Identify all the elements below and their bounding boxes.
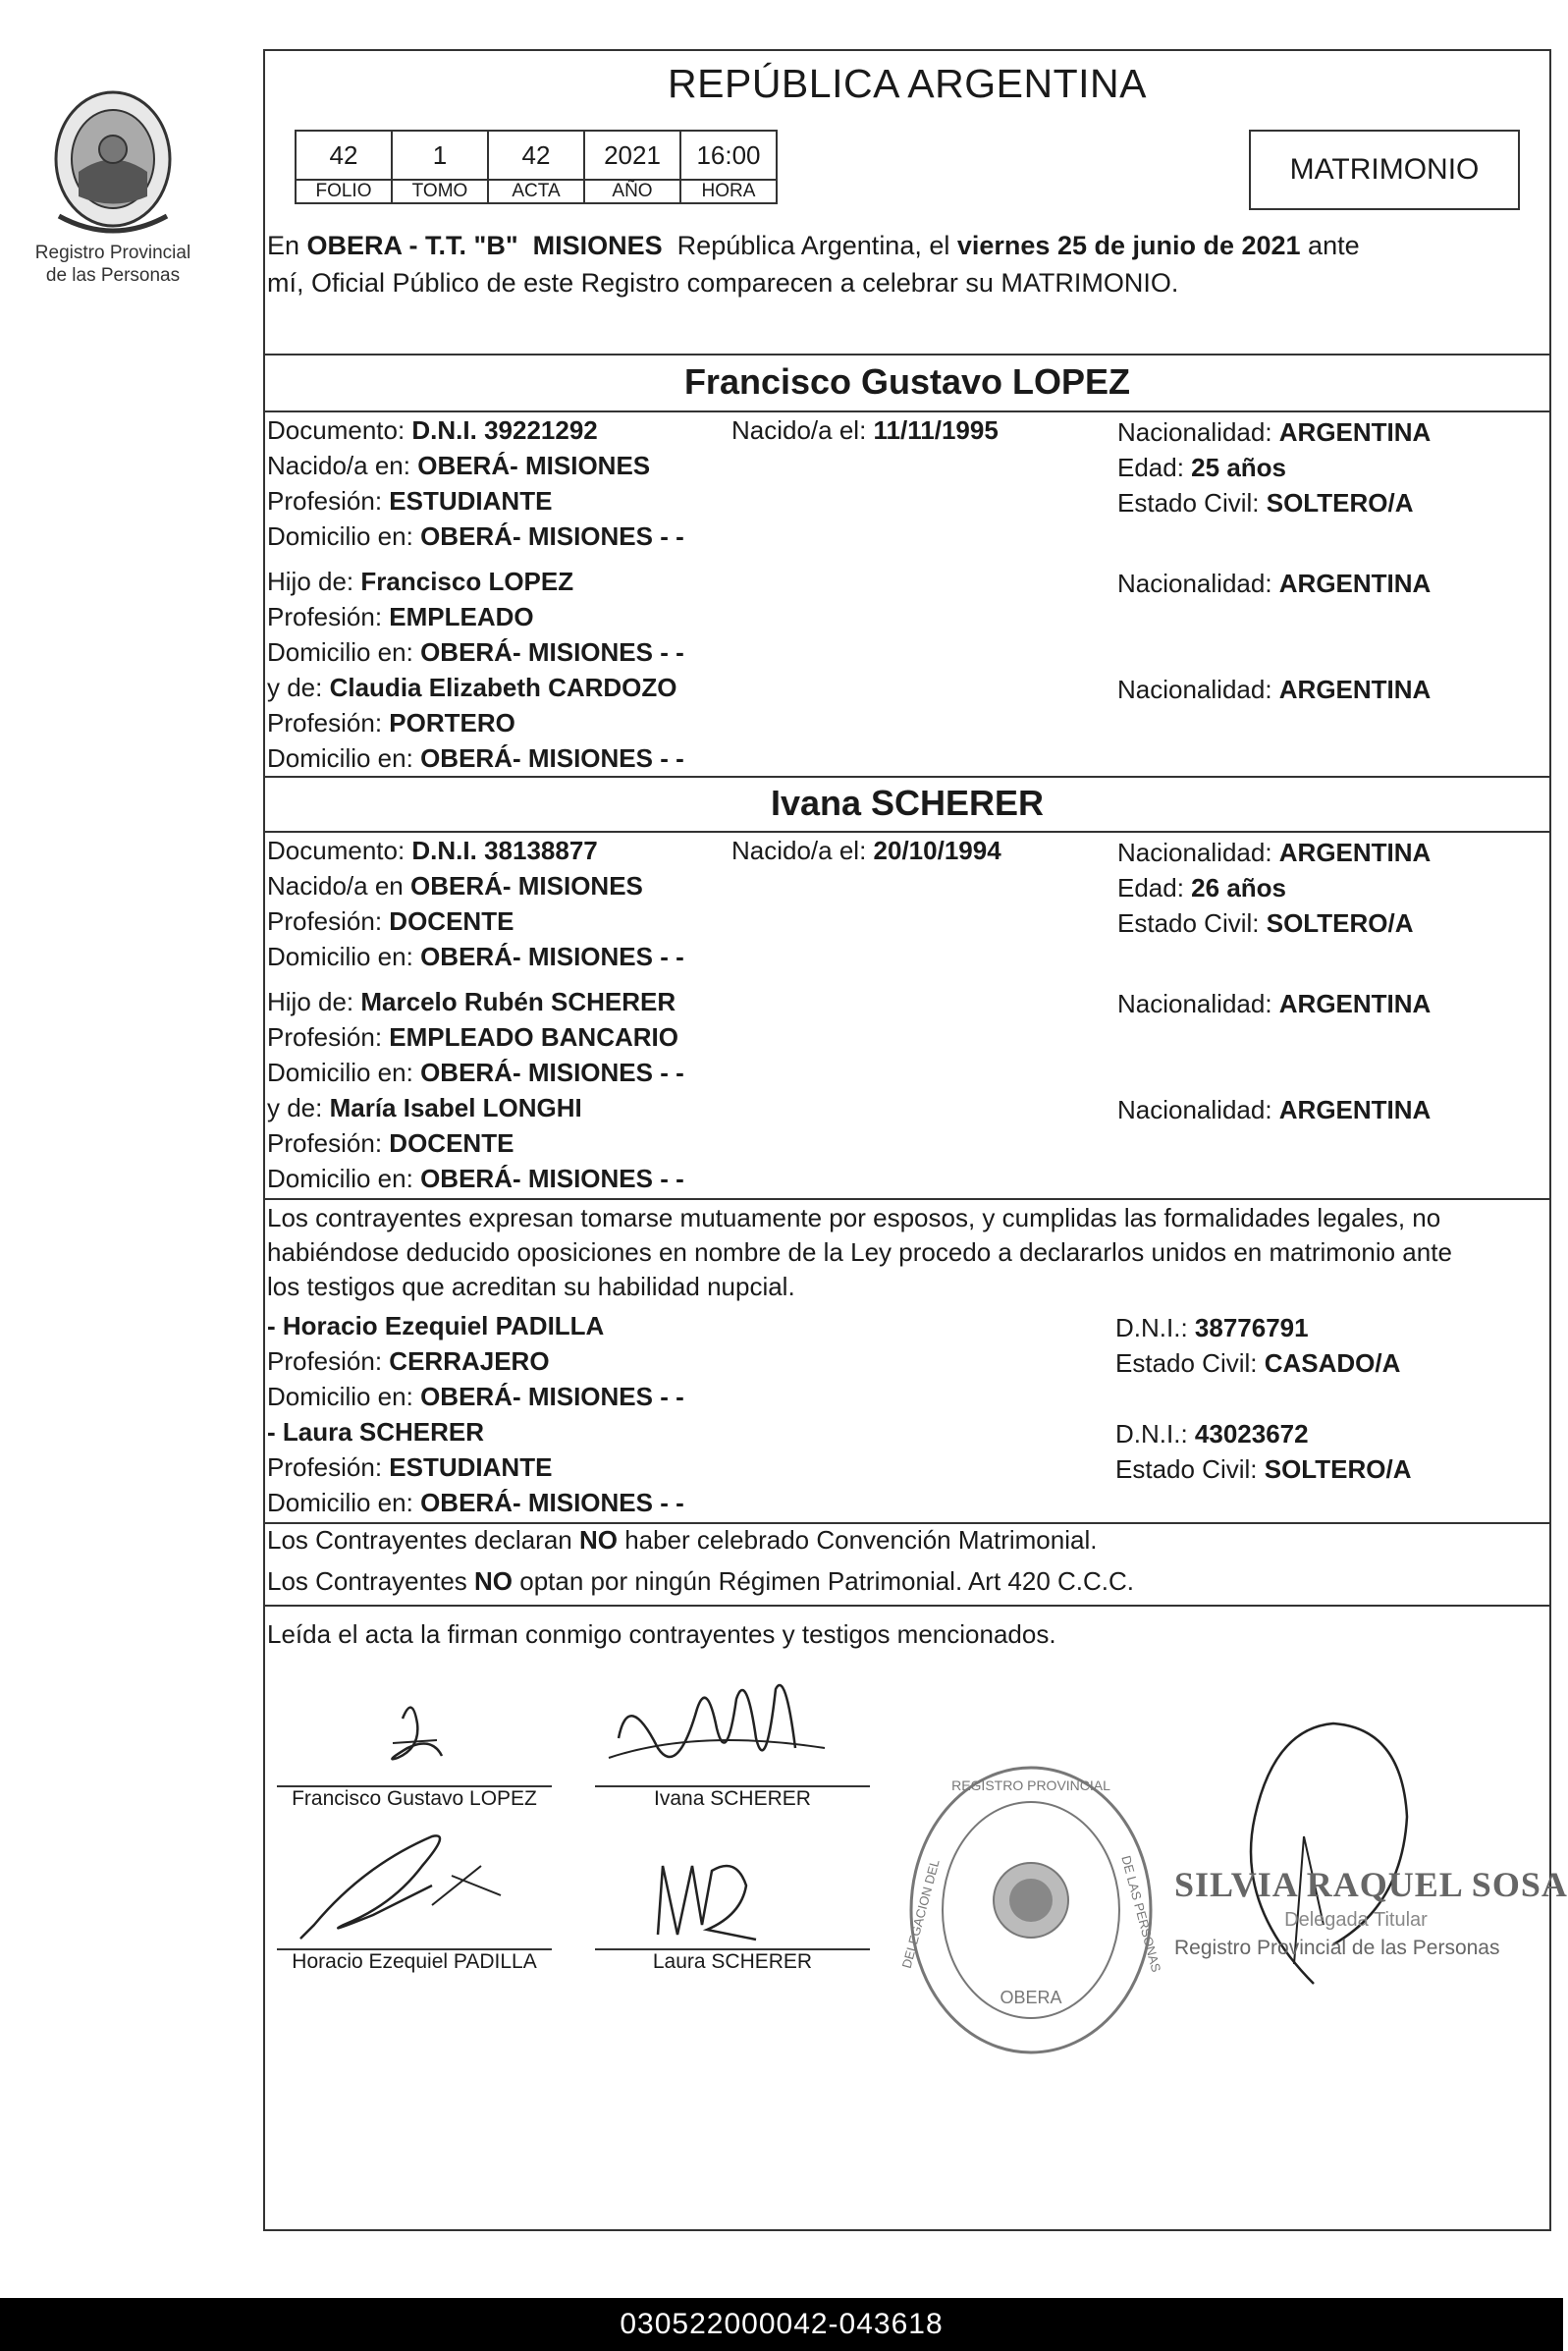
value: OBERÁ- MISIONES - - bbox=[420, 942, 684, 971]
signature-label-witness-1: Horacio Ezequiel PADILLA bbox=[292, 1950, 537, 1973]
spouse-2-mother bbox=[267, 1092, 582, 1123]
value: ARGENTINA bbox=[1278, 675, 1432, 704]
value: OBERÁ- MISIONES - - bbox=[420, 743, 684, 773]
divider bbox=[263, 1605, 1551, 1607]
value: D.N.I. 39221292 bbox=[411, 415, 598, 445]
label: Hijo de: bbox=[267, 567, 361, 596]
label: D.N.I.: bbox=[1115, 1313, 1195, 1342]
stamp-ring-text: REGISTRO PROVINCIAL bbox=[951, 1777, 1110, 1793]
spouse-2-mother-nationality bbox=[1117, 1094, 1431, 1125]
official-organization: Registro Provincial de las Personas bbox=[1174, 1937, 1500, 1959]
intro-text: En bbox=[267, 231, 307, 260]
label: Estado Civil: bbox=[1117, 908, 1267, 938]
signature-label-spouse-1: Francisco Gustavo LOPEZ bbox=[292, 1787, 537, 1810]
page-title: REPÚBLICA ARGENTINA bbox=[668, 61, 1147, 106]
spouse-2-address bbox=[267, 941, 684, 972]
value: SOLTERO/A bbox=[1264, 1454, 1412, 1484]
regime-statement bbox=[267, 1565, 1134, 1597]
spouse-1-father-profession bbox=[267, 601, 534, 632]
value: ESTUDIANTE bbox=[389, 486, 553, 516]
label: Hijo de: bbox=[267, 987, 361, 1016]
value: OBERÁ- MISIONES - - bbox=[420, 521, 684, 551]
label: Profesión: bbox=[267, 602, 390, 631]
label: Profesión: bbox=[267, 486, 390, 516]
value: PORTERO bbox=[389, 708, 515, 738]
coat-of-arms-icon bbox=[39, 79, 187, 236]
label: Nacido/a el: bbox=[731, 415, 874, 445]
spouse-2-profession bbox=[267, 905, 514, 937]
value: CERRAJERO bbox=[389, 1346, 550, 1376]
label: Estado Civil: bbox=[1115, 1348, 1265, 1378]
spouse-1-document bbox=[267, 414, 598, 446]
value: 11/11/1995 bbox=[873, 415, 999, 445]
label: Profesión: bbox=[267, 1452, 390, 1482]
value: OBERÁ- MISIONES bbox=[409, 871, 643, 901]
spouse-1-mother-address bbox=[267, 742, 684, 774]
signature-witness-2 bbox=[638, 1846, 776, 1954]
document-code: 030522000042-043618 bbox=[0, 2298, 1563, 2351]
label: Profesión: bbox=[267, 906, 390, 936]
tomo-value: 1 bbox=[392, 131, 488, 180]
intro-date: viernes 25 de junio de 2021 bbox=[956, 231, 1301, 260]
spouse-1-age bbox=[1117, 452, 1286, 483]
official-name: SILVIA RAQUEL SOSA bbox=[1174, 1865, 1568, 1904]
value: ARGENTINA bbox=[1278, 989, 1432, 1018]
divider bbox=[263, 410, 1551, 412]
spouse-1-father bbox=[267, 566, 573, 597]
witness-1-name bbox=[267, 1310, 604, 1341]
label: Documento: bbox=[267, 415, 412, 445]
divider bbox=[263, 776, 1551, 778]
divider bbox=[263, 1198, 1551, 1200]
label: Nacionalidad: bbox=[1117, 989, 1279, 1018]
text: Los Contrayentes bbox=[267, 1566, 475, 1596]
label: Documento: bbox=[267, 836, 412, 865]
value: Francisco LOPEZ bbox=[360, 567, 574, 596]
label: Nacionalidad: bbox=[1117, 417, 1279, 447]
label: Nacionalidad: bbox=[1117, 1095, 1279, 1124]
text: NO bbox=[578, 1525, 618, 1555]
label: Domicilio en: bbox=[267, 1382, 421, 1411]
value: 20/10/1994 bbox=[873, 836, 1001, 865]
value: EMPLEADO bbox=[389, 602, 534, 631]
value: OBERÁ- MISIONES bbox=[417, 451, 651, 480]
label: Estado Civil: bbox=[1115, 1454, 1265, 1484]
witness-2-dni bbox=[1115, 1418, 1309, 1449]
signature-spouse-2 bbox=[599, 1669, 835, 1797]
label: D.N.I.: bbox=[1115, 1419, 1195, 1449]
witness-2-civil-status bbox=[1115, 1453, 1411, 1485]
value: OBERÁ- MISIONES - - bbox=[420, 637, 684, 667]
label: Domicilio en: bbox=[267, 1164, 421, 1193]
folio-value: 42 bbox=[296, 131, 392, 180]
label: Nacido/a en bbox=[267, 871, 410, 901]
spouse-1-mother-nationality bbox=[1117, 674, 1431, 705]
spouse-2-nationality bbox=[1117, 837, 1431, 868]
label: Nacido/a el: bbox=[731, 836, 874, 865]
spouse-2-name: Ivana SCHERER bbox=[770, 783, 1045, 823]
text: NO bbox=[474, 1566, 514, 1596]
value: Claudia Elizabeth CARDOZO bbox=[329, 673, 677, 702]
value: ARGENTINA bbox=[1278, 1095, 1432, 1124]
label: Profesión: bbox=[267, 1022, 390, 1052]
hour-value: 16:00 bbox=[680, 131, 777, 180]
witness-2-name bbox=[267, 1416, 484, 1448]
acta-value: 42 bbox=[488, 131, 584, 180]
value: ESTUDIANTE bbox=[389, 1452, 553, 1482]
declaration-line-1: Los contrayentes expresan tomarse mutuamente por esposos, y cumplidas las formalidades legales, no bbox=[267, 1203, 1441, 1232]
record-table bbox=[295, 130, 778, 204]
value: OBERÁ- MISIONES - - bbox=[420, 1164, 684, 1193]
intro-place: OBERA - T.T. "B" MISIONES bbox=[306, 231, 663, 260]
official-stamp bbox=[898, 1758, 1164, 2062]
label: Domicilio en: bbox=[267, 521, 421, 551]
value: 38776791 bbox=[1194, 1313, 1309, 1342]
value: María Isabel LONGHI bbox=[329, 1093, 582, 1122]
label: Edad: bbox=[1117, 873, 1192, 902]
spouse-1-father-nationality bbox=[1117, 568, 1431, 599]
witness-1-address bbox=[267, 1381, 684, 1412]
value: EMPLEADO BANCARIO bbox=[389, 1022, 678, 1052]
spouse-2-father-nationality bbox=[1117, 988, 1431, 1019]
divider bbox=[263, 831, 1551, 833]
spouse-2-father bbox=[267, 986, 676, 1017]
declaration-line-2: habiéndose deducido oposiciones en nombre de la Ley procedo a declararlos unidos en matrimonio ante bbox=[267, 1237, 1452, 1267]
spouse-1-name: Francisco Gustavo LOPEZ bbox=[683, 361, 1131, 402]
label: Profesión: bbox=[267, 1346, 390, 1376]
label: Profesión: bbox=[267, 1128, 390, 1158]
signature-spouse-1 bbox=[363, 1689, 481, 1787]
label: Nacido/a en: bbox=[267, 451, 418, 480]
witness-1-civil-status bbox=[1115, 1347, 1400, 1379]
value: CASADO/A bbox=[1264, 1348, 1401, 1378]
value: - Horacio Ezequiel PADILLA bbox=[267, 1311, 605, 1340]
divider bbox=[263, 354, 1551, 355]
official-title: Delegada Titular bbox=[1284, 1909, 1428, 1931]
record-type: MATRIMONIO bbox=[1249, 130, 1520, 210]
label: Domicilio en: bbox=[267, 1488, 421, 1517]
year-value: 2021 bbox=[584, 131, 680, 180]
value: SOLTERO/A bbox=[1266, 908, 1414, 938]
value: OBERÁ- MISIONES - - bbox=[420, 1058, 684, 1087]
label: Domicilio en: bbox=[267, 942, 421, 971]
value: 43023672 bbox=[1194, 1419, 1309, 1449]
stamp-ring-right: DE LAS PERSONAS bbox=[1118, 1853, 1164, 1974]
value: OBERÁ- MISIONES - - bbox=[420, 1488, 684, 1517]
hour-label: HORA bbox=[680, 180, 777, 203]
label: y de: bbox=[267, 673, 330, 702]
spouse-2-document bbox=[267, 835, 598, 866]
value: DOCENTE bbox=[389, 906, 514, 936]
value: DOCENTE bbox=[389, 1128, 514, 1158]
stamp-ring-left: DELEGACION DEL bbox=[898, 1857, 943, 1970]
label: Nacionalidad: bbox=[1117, 675, 1279, 704]
value: SOLTERO/A bbox=[1266, 488, 1414, 518]
text: Los Contrayentes declaran bbox=[267, 1525, 579, 1555]
acta-label: ACTA bbox=[488, 180, 584, 203]
label: y de: bbox=[267, 1093, 330, 1122]
value: ARGENTINA bbox=[1278, 569, 1432, 598]
intro-line-2: mí, Oficial Público de este Registro comparecen a celebrar su MATRIMONIO. bbox=[267, 268, 1179, 298]
spouse-1-civil-status bbox=[1117, 487, 1413, 519]
intro-text: República Argentina, el bbox=[662, 231, 957, 260]
signature-witness-1 bbox=[285, 1827, 520, 1954]
value: ARGENTINA bbox=[1278, 417, 1432, 447]
label: Profesión: bbox=[267, 708, 390, 738]
spouse-1-profession bbox=[267, 485, 552, 517]
spouse-2-birthdate bbox=[731, 835, 1001, 866]
value: OBERÁ- MISIONES - - bbox=[420, 1382, 684, 1411]
spouse-2-mother-profession bbox=[267, 1127, 514, 1159]
label: Domicilio en: bbox=[267, 637, 421, 667]
convention-statement bbox=[267, 1524, 1097, 1556]
label: Nacionalidad: bbox=[1117, 838, 1279, 867]
spouse-1-father-address bbox=[267, 636, 684, 668]
text: haber celebrado Convención Matrimonial. bbox=[617, 1525, 1098, 1555]
value: - Laura SCHERER bbox=[267, 1417, 485, 1447]
spouse-1-birthdate bbox=[731, 414, 999, 446]
signature-label-witness-2: Laura SCHERER bbox=[652, 1950, 813, 1973]
text: optan por ningún Régimen Patrimonial. Art 420 C.C.C. bbox=[513, 1566, 1135, 1596]
witness-1-dni bbox=[1115, 1312, 1309, 1343]
label: Estado Civil: bbox=[1117, 488, 1267, 518]
spouse-2-age bbox=[1117, 872, 1286, 903]
stamp-bottom-text: OBERA bbox=[1000, 1988, 1062, 2007]
witness-2-profession bbox=[267, 1451, 552, 1483]
reading-statement: Leída el acta la firman conmigo contrayentes y testigos mencionados. bbox=[267, 1619, 1056, 1649]
tomo-label: TOMO bbox=[392, 180, 488, 203]
spouse-1-address bbox=[267, 520, 684, 552]
label: Edad: bbox=[1117, 453, 1192, 482]
logo-caption-1: Registro Provincial bbox=[34, 243, 191, 263]
spouse-2-mother-address bbox=[267, 1163, 684, 1194]
spouse-1-mother-profession bbox=[267, 707, 515, 738]
label: Domicilio en: bbox=[267, 1058, 421, 1087]
spouse-2-birthplace bbox=[267, 870, 643, 902]
signature-label-spouse-2: Ivana SCHERER bbox=[654, 1787, 811, 1810]
value: D.N.I. 38138877 bbox=[411, 836, 598, 865]
witness-1-profession bbox=[267, 1345, 550, 1377]
label: Domicilio en: bbox=[267, 743, 421, 773]
folio-label: FOLIO bbox=[296, 180, 392, 203]
spouse-1-nationality bbox=[1117, 416, 1431, 448]
value: ARGENTINA bbox=[1278, 838, 1432, 867]
value: 26 años bbox=[1191, 873, 1286, 902]
spouse-2-father-address bbox=[267, 1057, 684, 1088]
spouse-2-civil-status bbox=[1117, 907, 1413, 939]
logo-caption-2: de las Personas bbox=[45, 265, 181, 286]
registry-logo bbox=[29, 79, 196, 287]
witness-2-address bbox=[267, 1487, 684, 1518]
intro-text: ante bbox=[1300, 231, 1360, 260]
value: Marcelo Rubén SCHERER bbox=[360, 987, 676, 1016]
year-label: AÑO bbox=[584, 180, 680, 203]
spouse-1-birthplace bbox=[267, 450, 650, 481]
intro-line-1 bbox=[267, 228, 1548, 263]
value: 25 años bbox=[1191, 453, 1286, 482]
spouse-2-father-profession bbox=[267, 1021, 678, 1053]
spouse-1-mother bbox=[267, 672, 677, 703]
label: Nacionalidad: bbox=[1117, 569, 1279, 598]
declaration-line-3: los testigos que acreditan su habilidad nupcial. bbox=[267, 1272, 795, 1301]
